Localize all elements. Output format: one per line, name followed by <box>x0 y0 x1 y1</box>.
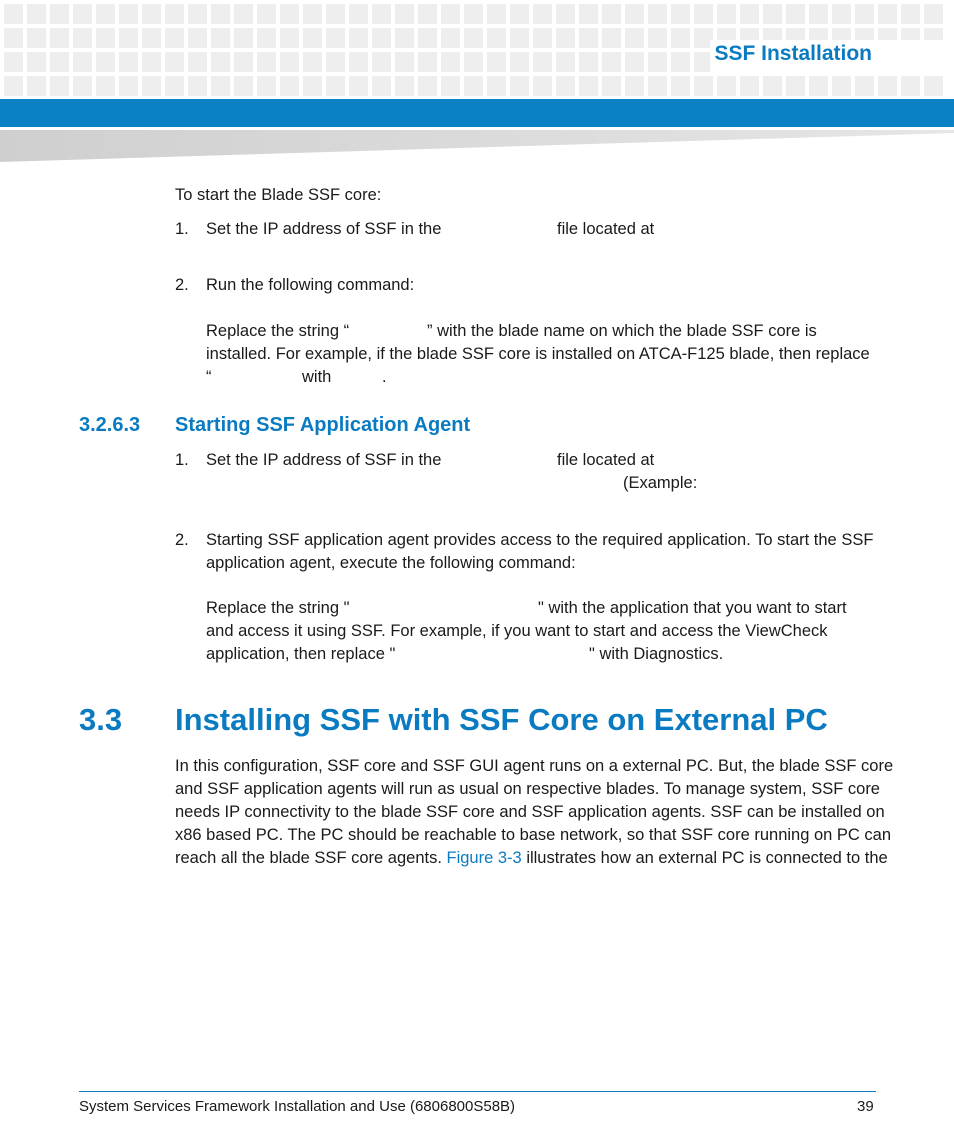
grid-cell <box>349 52 368 72</box>
grid-cell <box>211 76 230 96</box>
grid-cell <box>96 52 115 72</box>
grid-cell <box>464 28 483 48</box>
grid-cell <box>694 76 713 96</box>
grid-cell <box>464 52 483 72</box>
grid-cell <box>234 52 253 72</box>
grid-cell <box>234 4 253 24</box>
grid-cell <box>142 52 161 72</box>
grid-cell <box>694 4 713 24</box>
grid-cell <box>832 76 851 96</box>
grid-cell <box>4 28 23 48</box>
grid-cell <box>671 76 690 96</box>
grid-cell <box>418 76 437 96</box>
agent-step2-line1: Starting SSF application agent provides access to the required application. To start the SSF <box>206 531 874 549</box>
grid-cell <box>188 4 207 24</box>
grid-cell <box>211 4 230 24</box>
grid-cell <box>257 52 276 72</box>
grid-cell <box>27 28 46 48</box>
grid-cell <box>303 76 322 96</box>
grid-cell <box>809 4 828 24</box>
grid-cell <box>372 28 391 48</box>
grid-cell <box>556 28 575 48</box>
grid-cell <box>234 76 253 96</box>
grid-cell <box>349 76 368 96</box>
intro-replace-2: ” with the blade name on which the blade SSF core is <box>427 322 817 340</box>
grid-cell <box>441 28 460 48</box>
grid-cell <box>188 76 207 96</box>
grid-cell <box>372 76 391 96</box>
grid-cell <box>625 4 644 24</box>
grid-cell <box>740 4 759 24</box>
grid-cell <box>487 52 506 72</box>
grid-cell <box>671 28 690 48</box>
grid-cell <box>556 76 575 96</box>
grid-cell <box>142 4 161 24</box>
grid-cell <box>326 76 345 96</box>
grid-cell <box>441 52 460 72</box>
grid-cell <box>809 76 828 96</box>
grid-cell <box>510 52 529 72</box>
grid-cell <box>533 52 552 72</box>
grid-cell <box>418 52 437 72</box>
grid-cell <box>878 4 897 24</box>
grid-cell <box>648 4 667 24</box>
intro-replace-4b: with <box>302 368 332 386</box>
grid-cell <box>533 28 552 48</box>
agent-step2-line2: application agent, execute the following command: <box>206 554 576 572</box>
agent-replace-2: and access it using SSF. For example, if you want to start and access the ViewCheck <box>206 622 828 640</box>
agent-step1-number: 1. <box>175 451 189 469</box>
header-blue-bar <box>0 99 954 127</box>
grid-cell <box>303 4 322 24</box>
grid-cell <box>832 4 851 24</box>
grid-cell <box>395 76 414 96</box>
agent-step1-text-b: file located at <box>557 451 655 469</box>
grid-cell <box>487 28 506 48</box>
grid-cell <box>740 76 759 96</box>
intro-lead: To start the Blade SSF core: <box>175 186 382 204</box>
grid-cell <box>119 76 138 96</box>
grid-cell <box>257 4 276 24</box>
grid-cell <box>924 76 943 96</box>
section-3263-title: Starting SSF Application Agent <box>175 414 471 436</box>
grid-cell <box>510 28 529 48</box>
grid-cell <box>96 28 115 48</box>
grid-cell <box>188 28 207 48</box>
grid-cell <box>786 76 805 96</box>
section-33-para-line4: x86 based PC. The PC should be reachable to base network, so that SSF core running on PC can <box>175 826 892 844</box>
grid-cell <box>533 4 552 24</box>
grid-cell <box>464 76 483 96</box>
grid-cell <box>257 76 276 96</box>
grid-cell <box>4 76 23 96</box>
grid-cell <box>648 76 667 96</box>
grid-cell <box>855 76 874 96</box>
grid-cell <box>901 4 920 24</box>
grid-cell <box>625 76 644 96</box>
intro-step1-number: 1. <box>175 220 189 238</box>
section-33-title: Installing SSF with SSF Core on External PC <box>175 702 828 737</box>
agent-replace-1a: Replace the string " <box>206 599 350 617</box>
section-33-para-line3: needs IP connectivity to the blade SSF core and SSF application agents. SSF can be installed on <box>175 803 885 821</box>
grid-cell <box>671 4 690 24</box>
grid-cell <box>487 76 506 96</box>
agent-replace-1b: " with the application that you want to start <box>538 599 847 617</box>
grid-cell <box>119 28 138 48</box>
section-33-para-line1: In this configuration, SSF core and SSF GUI agent runs on a external PC. But, the blade SSF core <box>175 757 894 775</box>
grid-cell <box>579 76 598 96</box>
grid-cell <box>441 4 460 24</box>
grid-cell <box>27 52 46 72</box>
grid-cell <box>878 76 897 96</box>
grid-cell <box>50 4 69 24</box>
grid-cell <box>27 76 46 96</box>
intro-replace-4c: . <box>382 368 387 386</box>
grid-cell <box>165 28 184 48</box>
grid-cell <box>372 4 391 24</box>
grid-cell <box>142 76 161 96</box>
grid-cell <box>855 4 874 24</box>
section-33-para-line2: and SSF application agents will run as usual on respective blades. To manage system, SSF core <box>175 780 880 798</box>
section-33-para-line5-end: illustrates how an external PC is connected to the <box>526 849 888 867</box>
grid-cell <box>73 28 92 48</box>
grid-cell <box>464 4 483 24</box>
grid-cell <box>487 4 506 24</box>
grid-cell <box>418 4 437 24</box>
grid-cell <box>50 76 69 96</box>
header-gray-wedge <box>0 130 954 164</box>
footer-page-number: 39 <box>857 1098 874 1115</box>
section-3263-number: 3.2.6.3 <box>79 414 141 436</box>
grid-cell <box>395 4 414 24</box>
grid-cell <box>395 52 414 72</box>
intro-replace-4a: “ <box>206 368 212 386</box>
grid-cell <box>648 28 667 48</box>
grid-cell <box>533 76 552 96</box>
agent-step1-example: (Example: <box>623 474 698 492</box>
grid-cell <box>602 28 621 48</box>
intro-replace-3: installed. For example, if the blade SSF core is installed on ATCA-F125 blade, then replace <box>206 345 870 363</box>
grid-cell <box>556 52 575 72</box>
grid-cell <box>901 76 920 96</box>
grid-cell <box>50 28 69 48</box>
grid-cell <box>579 28 598 48</box>
grid-cell <box>786 4 805 24</box>
grid-cell <box>211 52 230 72</box>
grid-cell <box>4 52 23 72</box>
section-33-number: 3.3 <box>79 702 123 737</box>
section-33-para-line5 <box>175 847 888 870</box>
grid-cell <box>602 76 621 96</box>
grid-cell <box>165 76 184 96</box>
grid-cell <box>556 4 575 24</box>
grid-cell <box>510 76 529 96</box>
intro-step2-number: 2. <box>175 276 189 294</box>
grid-cell <box>326 28 345 48</box>
grid-cell <box>303 28 322 48</box>
intro-step2-text: Run the following command: <box>206 276 415 294</box>
grid-cell <box>326 52 345 72</box>
grid-cell <box>280 4 299 24</box>
grid-cell <box>211 28 230 48</box>
grid-cell <box>73 52 92 72</box>
grid-cell <box>717 76 736 96</box>
grid-cell <box>4 4 23 24</box>
intro-step1-text-b: file located at <box>557 220 655 238</box>
grid-cell <box>119 4 138 24</box>
grid-cell <box>73 76 92 96</box>
grid-cell <box>119 52 138 72</box>
agent-step1-text: Set the IP address of SSF in the <box>206 451 442 469</box>
grid-cell <box>602 52 621 72</box>
grid-cell <box>303 52 322 72</box>
grid-cell <box>717 4 736 24</box>
footer-rule <box>79 1091 876 1092</box>
grid-cell <box>395 28 414 48</box>
grid-cell <box>579 4 598 24</box>
figure-3-3-link[interactable]: Figure 3-3 <box>446 849 522 867</box>
grid-cell <box>349 4 368 24</box>
intro-step1-text: Set the IP address of SSF in the <box>206 220 442 238</box>
grid-cell <box>625 28 644 48</box>
grid-cell <box>924 4 943 24</box>
grid-cell <box>441 76 460 96</box>
grid-cell <box>418 28 437 48</box>
footer-doc-title: System Services Framework Installation and Use (6806800S58B) <box>79 1098 516 1115</box>
grid-cell <box>763 4 782 24</box>
grid-cell <box>602 4 621 24</box>
grid-cell <box>280 52 299 72</box>
grid-cell <box>671 52 690 72</box>
grid-cell <box>188 52 207 72</box>
header-section-title: SSF Installation <box>714 42 872 65</box>
grid-cell <box>648 52 667 72</box>
grid-cell <box>257 28 276 48</box>
grid-cell <box>579 52 598 72</box>
agent-replace-3b: " with Diagnostics. <box>589 645 724 663</box>
grid-cell <box>280 28 299 48</box>
grid-cell <box>763 76 782 96</box>
section-33-para-line5-start: reach all the blade SSF core agents. <box>175 849 442 867</box>
grid-cell <box>73 4 92 24</box>
grid-cell <box>165 4 184 24</box>
grid-cell <box>326 4 345 24</box>
grid-cell <box>96 76 115 96</box>
grid-cell <box>27 4 46 24</box>
intro-replace-1: Replace the string “ <box>206 322 350 340</box>
grid-cell <box>280 76 299 96</box>
grid-cell <box>625 52 644 72</box>
grid-cell <box>349 28 368 48</box>
grid-cell <box>372 52 391 72</box>
grid-cell <box>142 28 161 48</box>
agent-replace-3a: application, then replace " <box>206 645 396 663</box>
grid-cell <box>50 52 69 72</box>
grid-cell <box>234 28 253 48</box>
agent-step2-number: 2. <box>175 531 189 549</box>
grid-cell <box>165 52 184 72</box>
grid-cell <box>510 4 529 24</box>
grid-cell <box>96 4 115 24</box>
